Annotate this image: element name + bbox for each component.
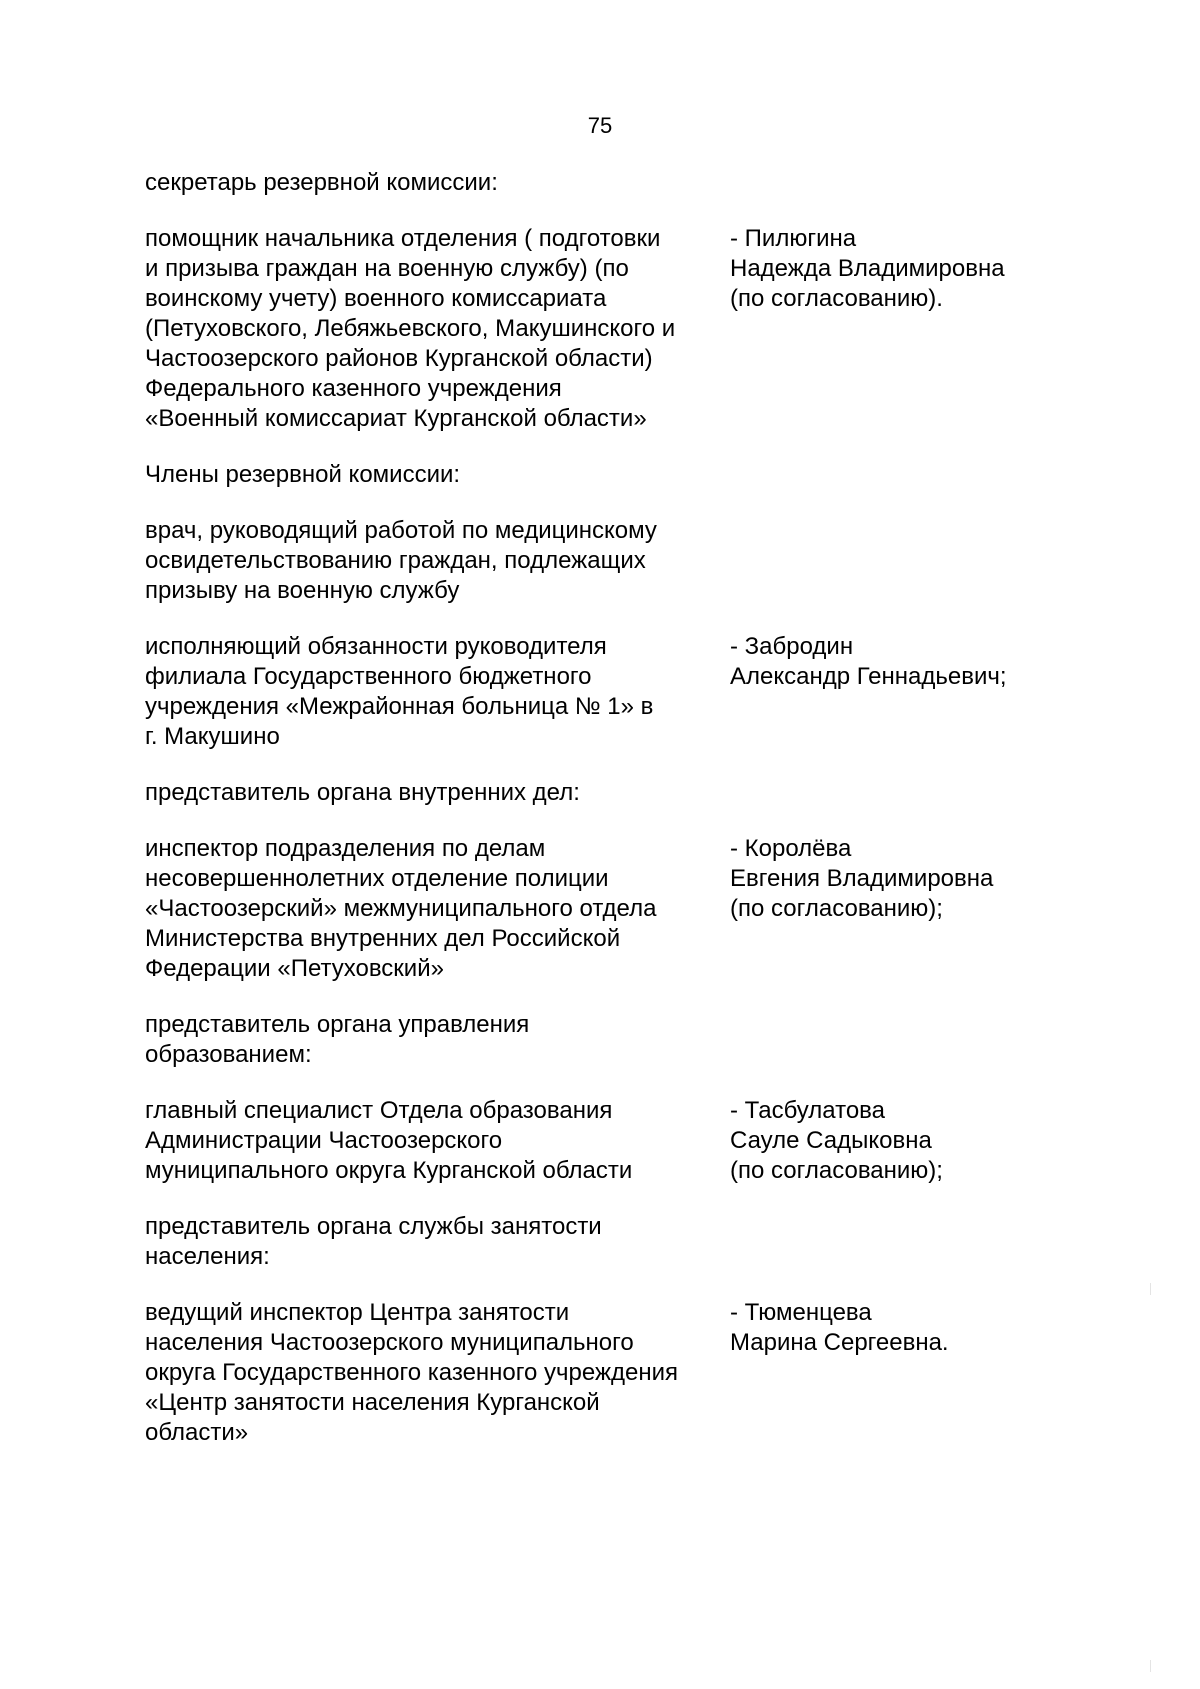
commission-list: [145, 168, 1105, 1448]
section-heading-doctor: [145, 516, 1105, 606]
member-row-employment: [145, 1298, 1105, 1448]
member-row-police: [145, 834, 1105, 984]
member-row-education: [145, 1096, 1105, 1186]
member-position: ведущий инспектор Центра занятости населения Частоозерского муниципального округа Государственного казенного учреждения «Центр занятости населения Курганской области»: [145, 1299, 679, 1446]
member-name: - Тасбулатова Сауле Садыковна (по согласованию);: [730, 1097, 943, 1184]
section-heading-members: [145, 460, 1105, 490]
section-heading-employment: [145, 1212, 1105, 1272]
section-heading-police: [145, 778, 1105, 808]
page-number: 75: [587, 113, 613, 138]
section-heading-text: секретарь резервной комиссии:: [145, 169, 498, 196]
scan-artifact: [1150, 1283, 1151, 1295]
scan-artifact: [1150, 1660, 1151, 1672]
member-row-hospital: [145, 632, 1105, 752]
section-heading-text: представитель органа службы занятости населения:: [145, 1213, 602, 1270]
member-name: - Забродин Александр Геннадьевич;: [730, 633, 1007, 690]
member-position: помощник начальника отделения ( подготовки и призыва граждан на военную службу) (по воинскому учету) военного комиссариата (Петуховского, Лебяжьевского, Макушинского и Частоозерского районов Курганской области) Федерального казенного учреждения «Военный комиссариат Курганской области»: [145, 225, 676, 432]
member-position: главный специалист Отдела образования Администрации Частоозерского муниципального округа Курганской области: [145, 1097, 633, 1184]
section-heading-text: Члены резервной комиссии:: [145, 461, 461, 488]
member-name: - Королёва Евгения Владимировна (по согласованию);: [730, 835, 994, 922]
member-position: инспектор подразделения по делам несовершеннолетних отделение полиции «Частоозерский» межмуниципального отдела Министерства внутренних дел Российской Федерации «Петуховский»: [145, 835, 657, 982]
section-heading-secretary: [145, 168, 1105, 198]
member-row-secretary: [145, 224, 1105, 434]
section-heading-text: представитель органа управления образованием:: [145, 1011, 530, 1068]
member-name: - Тюменцева Марина Сергеевна.: [730, 1299, 949, 1356]
member-position: исполняющий обязанности руководителя филиала Государственного бюджетного учреждения «Межрайонная больница № 1» в г. Макушино: [145, 633, 654, 750]
member-name: - Пилюгина Надежда Владимировна (по согласованию).: [730, 225, 1005, 312]
section-heading-education: [145, 1010, 1105, 1070]
section-heading-text: врач, руководящий работой по медицинскому освидетельствованию граждан, подлежащих призыву на военную службу: [145, 517, 657, 604]
section-heading-text: представитель органа внутренних дел:: [145, 779, 580, 806]
